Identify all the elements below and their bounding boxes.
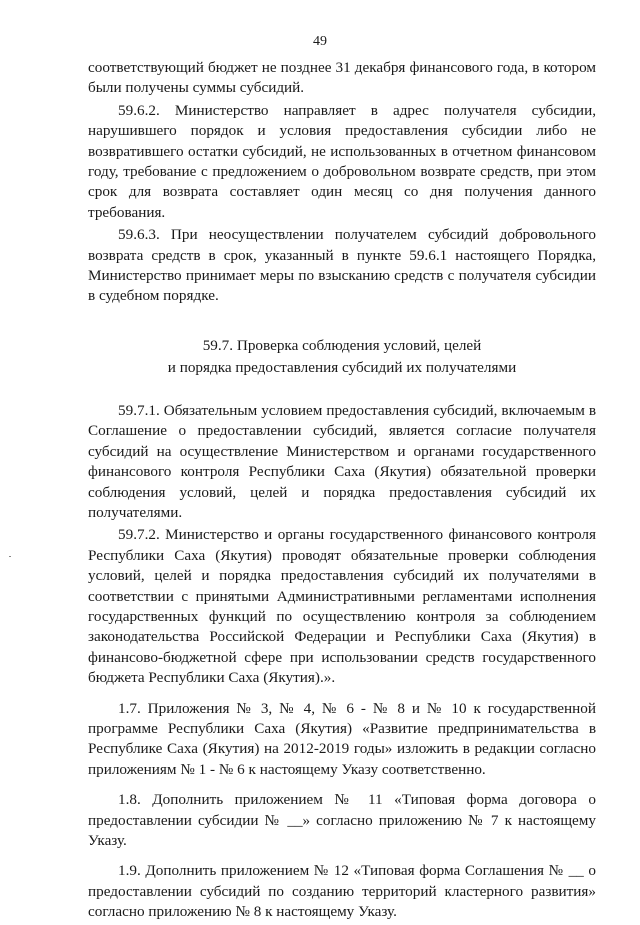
paragraph-59-7-2: 59.7.2. Министерство и органы государственного финансового контроля Республики Саха (Якутия) проводят обязательные проверки соблюдения условий, целей и порядка предоставления субсидий их получателями в соответствии с принятыми Административными регламентами исполнения государственных функций по осуществлению контроля за соблюдением законодательства Российской Федерации и Республики Саха (Якутия) в финансово-бюджетной сфере при использовании средств государственного бюджета Республики Саха (Якутия).». [88, 526, 596, 687]
section-heading-line-1: 59.7. Проверка соблюдения условий, целей [202, 336, 482, 354]
page-number: 49 [313, 34, 327, 49]
paragraph-1-9: 1.9. Дополнить приложением № 12 «Типовая форма Соглашения № __ о предоставлении субсидий по созданию территорий кластерного развития» согласно приложению № 8 к настоящему Указу. [88, 862, 596, 921]
paragraph-continuation: соответствующий бюджет не позднее 31 декабря финансового года, в котором были получены суммы субсидий. [88, 59, 596, 97]
document-body [88, 58, 596, 925]
scan-mark [9, 556, 11, 557]
paragraph-59-7-1: 59.7.1. Обязательным условием предоставления субсидий, включаемым в Соглашение о предоставлении субсидий, является согласие получателя субсидий на осуществление Министерством и органами государственного финансового контроля Республики Саха (Якутия) обязательной проверки соблюдения условий, целей и порядка предоставления субсидий их получателями. [88, 401, 596, 521]
paragraph-59-6-3: 59.6.3. При неосуществлении получателем субсидий добровольного возврата средств в срок, указанный в пункте 59.6.1 настоящего Порядка, Министерство принимает меры по взысканию средств с получателя субсидии в судебном порядке. [88, 226, 596, 305]
paragraph-59-6-2: 59.6.2. Министерство направляет в адрес получателя субсидии, нарушившего порядок и условия предоставления субсидии либо не возвратившего остатки субсидий, не использованных в отчетном финансовом году, требование с предложением о добровольном возврате средств, при этом срок для возврата составляет один месяц со дня получения данного требования. [88, 101, 596, 221]
paragraph-1-8: 1.8. Дополнить приложением № 11 «Типовая форма договора о предоставлении субсидии № __» согласно приложению № 7 к настоящему Указу. [88, 791, 596, 849]
section-heading-line-2: и порядка предоставления субсидий их получателями [167, 358, 517, 376]
section-heading-59-7 [88, 335, 596, 379]
paragraph-1-7: 1.7. Приложения № 3, № 4, № 6 - № 8 и № 10 к государственной программе Республики Саха (Якутия) «Развитие предпринимательства в Республике Саха (Якутия) на 2012-2019 годы» изложить в редакции согласно приложениям № 1 - № 6 к настоящему Указу соответственно. [88, 699, 596, 778]
